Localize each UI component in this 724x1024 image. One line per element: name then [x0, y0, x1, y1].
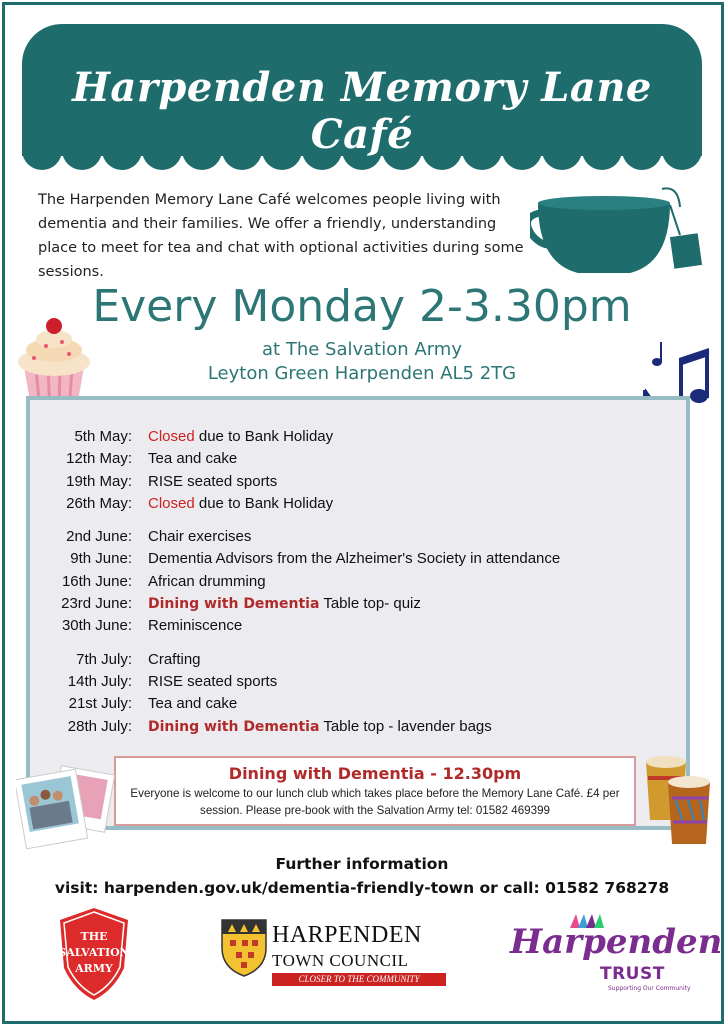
schedule-list [30, 426, 686, 738]
trust-word: TRUST [600, 964, 665, 984]
schedule-activity [148, 471, 686, 493]
schedule-date: 2nd June: [66, 528, 132, 546]
salvation-army-logo-text-2: SALVATION [58, 946, 130, 959]
venue-line-1: at The Salvation Army [262, 339, 462, 360]
schedule-date: 5th May: [74, 428, 132, 445]
trust-name: Harpenden [510, 922, 723, 962]
schedule-date: 12th May: [66, 450, 132, 468]
activity-text: Chair exercises [148, 528, 252, 546]
schedule-activity [148, 493, 686, 515]
salvation-army-logo-text-1: THE [80, 930, 108, 943]
further-contact: visit: harpenden.gov.uk/dementia-friendly-town or call: 01582 768278 [54, 879, 670, 897]
schedule-activity [148, 615, 686, 637]
schedule-row [30, 448, 686, 470]
intro-paragraph: The Harpenden Memory Lane Café welcomes people living with dementia and their families. We offer a friendly, understanding place to meet for tea and chat with optional activities during some sessions. [38, 192, 524, 280]
dining-with-dementia-label: Dining with Dementia [148, 596, 320, 613]
schedule-activity [148, 426, 686, 448]
lunch-title: Dining with Dementia - 12.30pm [228, 764, 522, 783]
schedule-row [30, 649, 686, 671]
month-gap [30, 638, 686, 649]
schedule-date: 26th May: [66, 494, 132, 512]
activity-text: African drumming [148, 572, 266, 590]
photographs-icon [16, 764, 116, 854]
lunch-text: Everyone is welcome to our lunch club which takes place before the Memory Lane Café. £4 per session. Please pre-book with the Salvation Army tel: 01582 469399 [130, 787, 620, 817]
activity-text: due to Bank Holiday [194, 494, 334, 512]
schedule-row [30, 716, 686, 738]
schedule-activity [148, 448, 686, 470]
schedule-date: 19th May: [66, 472, 132, 490]
venue [0, 338, 724, 386]
schedule-date: 9th June: [70, 550, 132, 568]
schedule-row [30, 526, 686, 548]
further-heading: Further information [275, 855, 449, 873]
schedule-row [30, 471, 686, 493]
town-council-crest-icon [220, 918, 268, 978]
schedule-activity [148, 716, 686, 738]
activity-text: RISE seated sports [148, 672, 278, 690]
schedule-row [30, 671, 686, 693]
activity-text: Crafting [148, 650, 201, 668]
council-subtitle: TOWN COUNCIL [272, 951, 409, 970]
further-information [0, 852, 724, 900]
drums-icon [638, 748, 718, 848]
schedule-row [30, 493, 686, 515]
lunch-club-box [114, 756, 636, 826]
closed-label: Closed [148, 428, 195, 445]
venue-line-2: Leyton Green Harpenden AL5 2TG [207, 363, 517, 384]
schedule-date: 21st July: [68, 695, 132, 713]
schedule-activity [148, 571, 686, 593]
closed-label: Closed [148, 494, 195, 512]
schedule-activity [148, 671, 686, 693]
schedule-date: 23rd June: [61, 595, 132, 613]
month-gap [30, 515, 686, 526]
council-name: HARPENDEN [272, 922, 422, 948]
schedule-activity [148, 593, 686, 615]
schedule-activity [148, 526, 686, 548]
session-time: Every Monday 2-3.30pm [92, 281, 632, 332]
activity-text: Reminiscence [148, 617, 243, 635]
schedule-row [30, 693, 686, 715]
council-tagline: CLOSER TO THE COMMUNITY [272, 973, 446, 986]
schedule-date: 30th June: [61, 617, 132, 635]
activity-text: RISE seated sports [148, 472, 278, 490]
activity-text: Dementia Advisors from the Alzheimer's Society in attendance [148, 550, 561, 568]
schedule-row [30, 426, 686, 448]
activity-text: Table top - lavender bags [319, 717, 492, 735]
teacup-icon [530, 185, 710, 285]
schedule-activity [148, 693, 686, 715]
activity-text: Tea and cake [148, 450, 238, 468]
schedule-date: 28th July: [67, 717, 132, 735]
schedule-row [30, 548, 686, 570]
schedule-row [30, 571, 686, 593]
schedule-activity [148, 649, 686, 671]
schedule-row [30, 593, 686, 615]
schedule-row [30, 615, 686, 637]
schedule-activity [148, 548, 686, 570]
dining-with-dementia-label: Dining with Dementia [148, 718, 320, 735]
trust-subtitle: Supporting Our Community [608, 985, 691, 992]
activity-text: Table top- quiz [319, 595, 421, 613]
page-title: Harpenden Memory Lane Café [72, 64, 652, 158]
schedule-date: 7th July: [76, 650, 132, 668]
activity-text: due to Bank Holiday [194, 428, 334, 445]
salvation-army-logo-text-3: ARMY [75, 962, 113, 975]
activity-text: Tea and cake [148, 695, 238, 713]
schedule-date: 16th June: [61, 572, 132, 590]
schedule-date: 14th July: [67, 672, 132, 690]
salvation-army-logo [54, 906, 134, 1002]
